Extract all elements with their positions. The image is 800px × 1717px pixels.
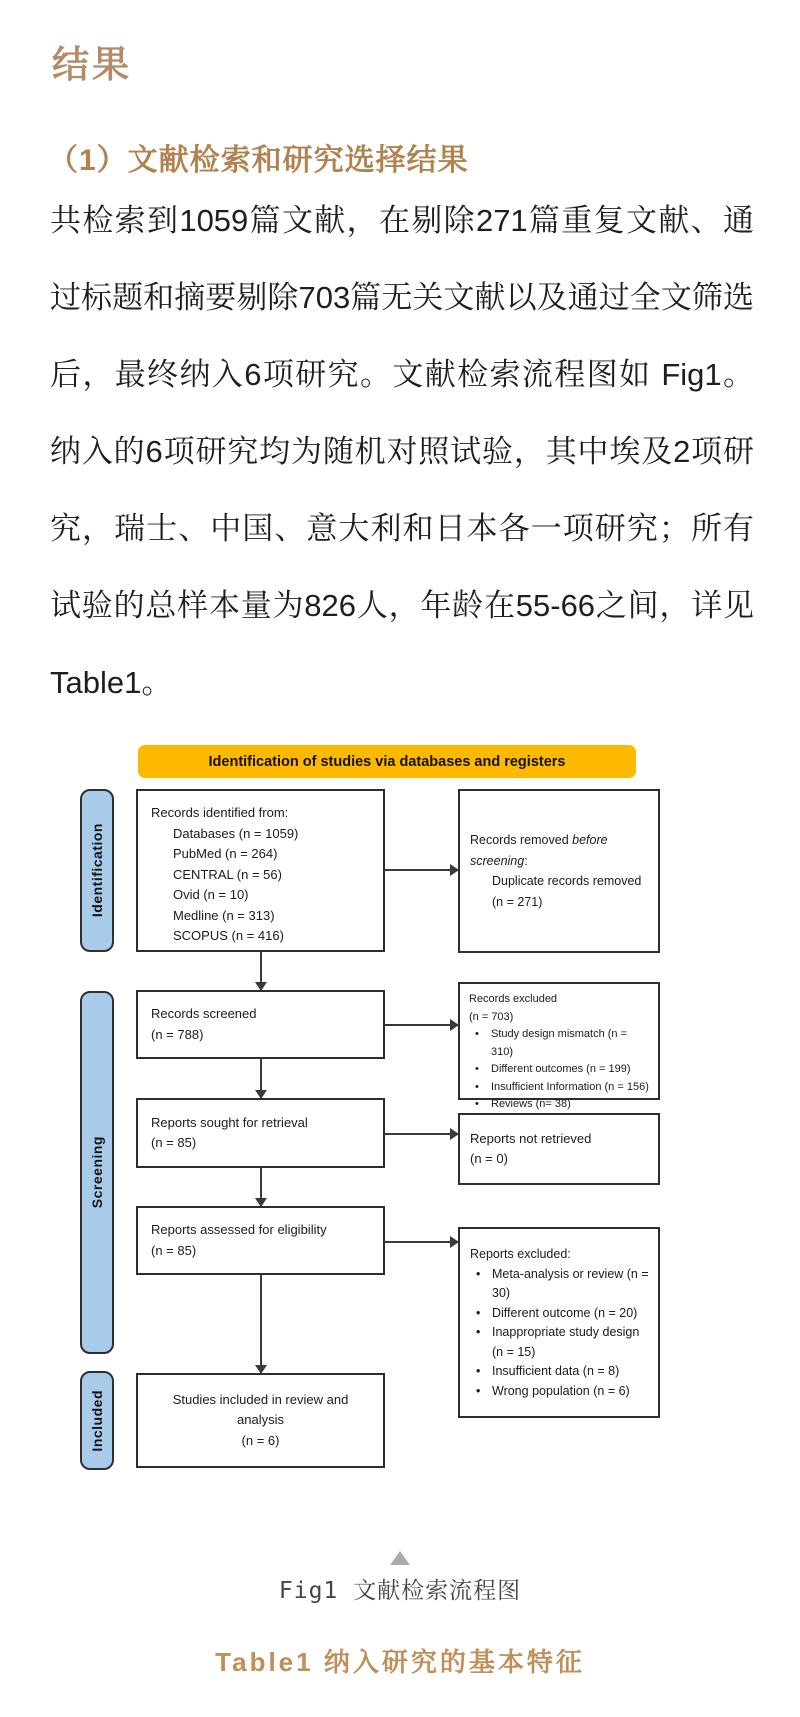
box-records-removed-line: Duplicate records removed (n = 271) (492, 874, 642, 909)
box-reports-not-retrieved (458, 1113, 660, 1185)
prisma-flow-diagram (55, 660, 685, 1475)
arrow-right-icon (385, 869, 458, 871)
excluded-bullet: • Meta-analysis or review (n = 30) (470, 1265, 652, 1304)
records-source-line: Databases (n = 1059) (173, 825, 299, 841)
box-records-removed-title: Records removed before screening: (470, 833, 608, 868)
excluded-bullet: • Study design mismatch (n = 310) (469, 1026, 652, 1061)
bullet-icon: • (475, 1080, 479, 1093)
stage-label-identification (80, 789, 114, 952)
bullet-icon: • (475, 1098, 479, 1110)
arrow-down-icon (260, 1059, 262, 1098)
arrow-down-icon (260, 952, 262, 990)
bullet-icon: • (476, 1364, 481, 1378)
box-records-screened (136, 990, 385, 1059)
excluded-bullet: • Insufficient Information (n = 156) (469, 1079, 652, 1097)
box-studies-included-line: (n = 6) (241, 1432, 280, 1448)
box-records-identified (136, 789, 385, 952)
box-reports-sought-line: Reports sought for retrieval (151, 1114, 308, 1130)
records-source-line: CENTRAL (n = 56) (173, 866, 282, 882)
box-reports-assessed-line: Reports assessed for eligibility (151, 1222, 327, 1237)
bullet-icon: • (475, 1063, 479, 1075)
box-studies-included-line: analysis (237, 1412, 284, 1428)
bullet-icon: • (476, 1383, 481, 1398)
box-reports-sought (136, 1098, 385, 1168)
excluded-bullet: • Inappropriate study design (n = 15) (470, 1323, 652, 1362)
arrow-right-icon (385, 1133, 458, 1135)
excluded-bullet: • Wrong population (n = 6) (470, 1382, 652, 1402)
box-records-excluded-title: Records excluded (469, 993, 558, 1005)
arrow-down-icon (260, 1168, 262, 1206)
stage-label-screening-text: Screening (89, 1136, 105, 1209)
excluded-bullet: • Different outcomes (n = 199) (469, 1061, 652, 1079)
box-reports-not-retrieved-line: Reports not retrieved (470, 1130, 592, 1146)
stage-label-included (80, 1371, 114, 1470)
body-paragraph: 共检索到1059篇文献，在剔除271篇重复文献、通过标题和摘要剔除703篇无关文献以及通过全文筛选后，最终纳入6项研究。文献检索流程图如 Fig1。纳入的6项研究均为随机对照试验，其中埃及2项研究，瑞士、中国、意大利和日本各一项研究；所有试验的总样本量为826人，年龄在55-66之间，详见Table1。 (50, 203, 754, 700)
excluded-bullet: • Insufficient data (n = 8) (470, 1362, 652, 1382)
arrow-right-icon (385, 1024, 458, 1026)
box-studies-included-line: Studies included in review and (172, 1391, 349, 1407)
box-records-screened-line: (n = 788) (151, 1026, 204, 1042)
arrow-down-icon (260, 1275, 262, 1373)
section-heading: （1）文献检索和研究选择结果 (48, 144, 469, 177)
records-source-line: Medline (n = 313) (173, 907, 275, 923)
bullet-icon: • (476, 1266, 481, 1281)
box-reports-excluded-title: Reports excluded: (470, 1247, 571, 1261)
box-records-removed (458, 789, 660, 953)
box-records-screened-line: Records screened (151, 1006, 257, 1021)
records-source-line: SCOPUS (n = 416) (173, 928, 284, 943)
arrow-right-icon (385, 1241, 458, 1243)
box-reports-excluded (458, 1227, 660, 1418)
table-heading: Table1 纳入研究的基本特征 (215, 1647, 585, 1677)
box-studies-included (136, 1373, 385, 1468)
stage-label-included-text: Included (89, 1389, 105, 1452)
box-records-excluded-subtitle: (n = 703) (469, 1010, 514, 1023)
excluded-bullet: • Reviews (n= 38) (469, 1096, 652, 1114)
stage-label-screening (80, 991, 114, 1354)
box-records-identified-title: Records identified from: (151, 805, 289, 820)
box-reports-assessed-line: (n = 85) (151, 1242, 197, 1258)
records-source-line: PubMed (n = 264) (173, 846, 278, 861)
figure-caption: Fig1 文献检索流程图 (278, 1578, 522, 1604)
box-records-excluded (458, 982, 660, 1110)
diagram-banner: Identification of studies via databases and registers (138, 745, 636, 778)
stage-label-identification-text: Identification (89, 823, 105, 918)
bullet-icon: • (476, 1325, 481, 1339)
box-reports-sought-line: (n = 85) (151, 1135, 197, 1150)
records-source-line: Ovid (n = 10) (173, 887, 249, 902)
excluded-bullet: • Different outcome (n = 20) (470, 1304, 652, 1324)
box-reports-not-retrieved-line: (n = 0) (470, 1151, 508, 1166)
bullet-icon: • (476, 1305, 481, 1320)
triangle-up-icon (390, 1551, 410, 1565)
bullet-icon: • (475, 1028, 479, 1040)
box-reports-assessed (136, 1206, 385, 1275)
page-title: 结果 (52, 42, 132, 86)
